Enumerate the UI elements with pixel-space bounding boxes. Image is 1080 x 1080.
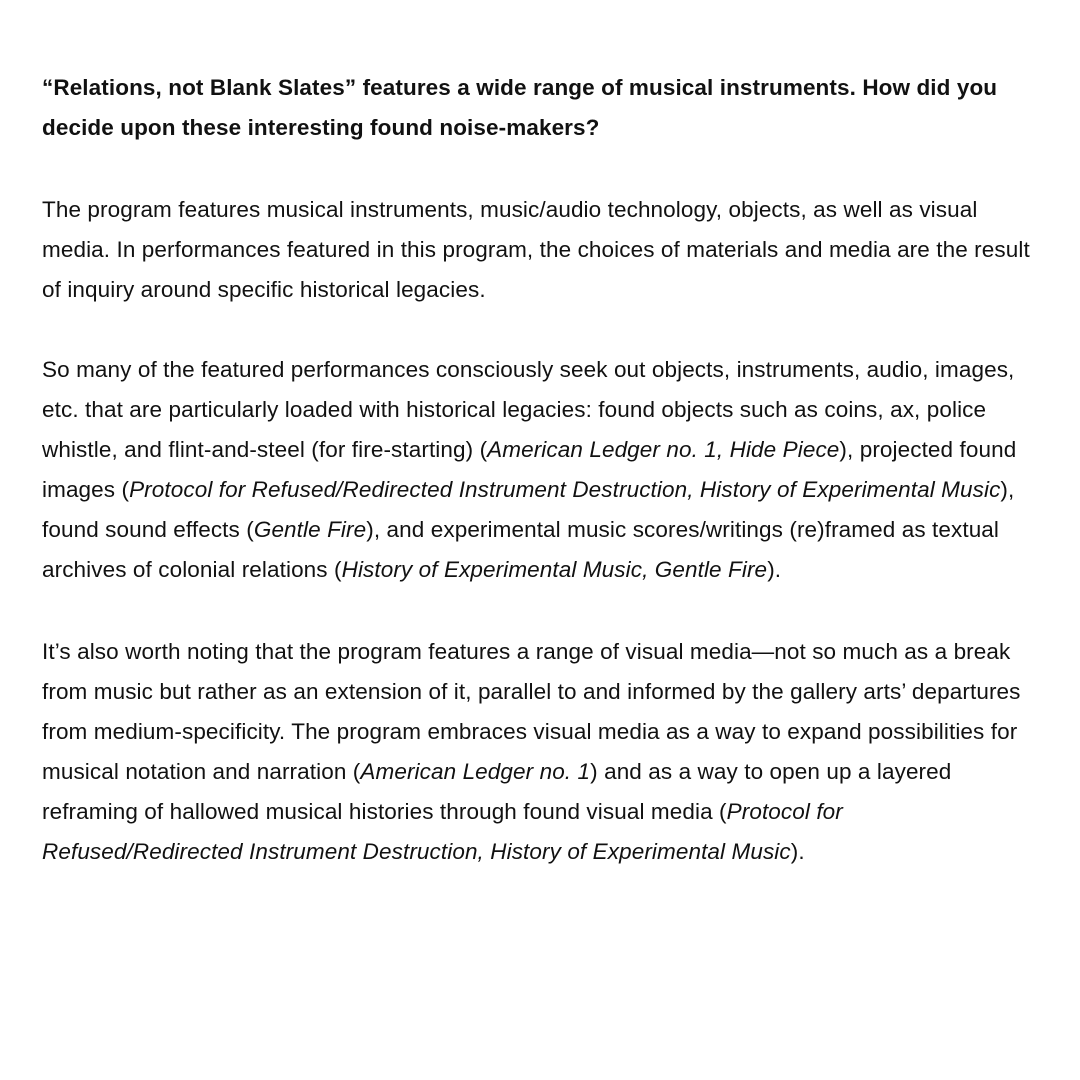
answer-paragraph-2-text-2: ), projected found images ( (42, 437, 1017, 502)
interview-article (42, 68, 1032, 912)
answer-paragraph-1: The program features musical instruments, music/audio technology, objects, as well as visual media. In performances featured in this program, the choices of materials and media are the result of inquiry around specific historical legacies. (42, 197, 1030, 302)
work-title-protocol-history-2: Protocol for Refused/Redirected Instrument Destruction, History of Experimental Music (42, 799, 843, 864)
answer-paragraph-3-text-1: It’s also worth noting that the program features a range of visual media—not so much as a break from music but rather as an extension of it, parallel to and informed by the gallery arts’ departures from medium-specificity. The program embraces visual media as a way to expand possibilities for musical notation and narration ( (42, 639, 1021, 784)
work-title-american-ledger: American Ledger no. 1 (360, 759, 591, 784)
answer-paragraph-3 (42, 632, 1032, 872)
answer-paragraph-2 (42, 350, 1032, 590)
work-title-history-gentle-fire: History of Experimental Music, Gentle Fire (341, 557, 768, 582)
answer-paragraph-2-text-1: So many of the featured performances consciously seek out objects, instruments, audio, images, etc. that are particularly loaded with historical legacies: found objects such as coins, ax, police whistle, and flint-and-steel (for fire-starting) ( (42, 357, 1015, 462)
answer-paragraph-2-text-4: ), and experimental music scores/writings (re)framed as textual archives of colonial relations ( (42, 517, 1000, 582)
interview-question: “Relations, not Blank Slates” features a wide range of musical instruments. How did you decide upon these interesting found noise-makers? (42, 75, 998, 140)
work-title-gentle-fire: Gentle Fire (253, 517, 367, 542)
work-title-protocol-history: Protocol for Refused/Redirected Instrument Destruction, History of Experimental Music (129, 477, 1001, 502)
answer-paragraph-3-text-2: ) and as a way to open up a layered reframing of hallowed musical histories through found visual media ( (42, 759, 952, 824)
answer-paragraph-2-text-5: ). (767, 557, 782, 582)
answer-paragraph-3-text-3: ). (790, 839, 805, 864)
work-title-american-ledger-hide-piece: American Ledger no. 1, Hide Piece (487, 437, 840, 462)
answer-paragraph-2-text-3: ), found sound effects ( (42, 477, 1015, 542)
